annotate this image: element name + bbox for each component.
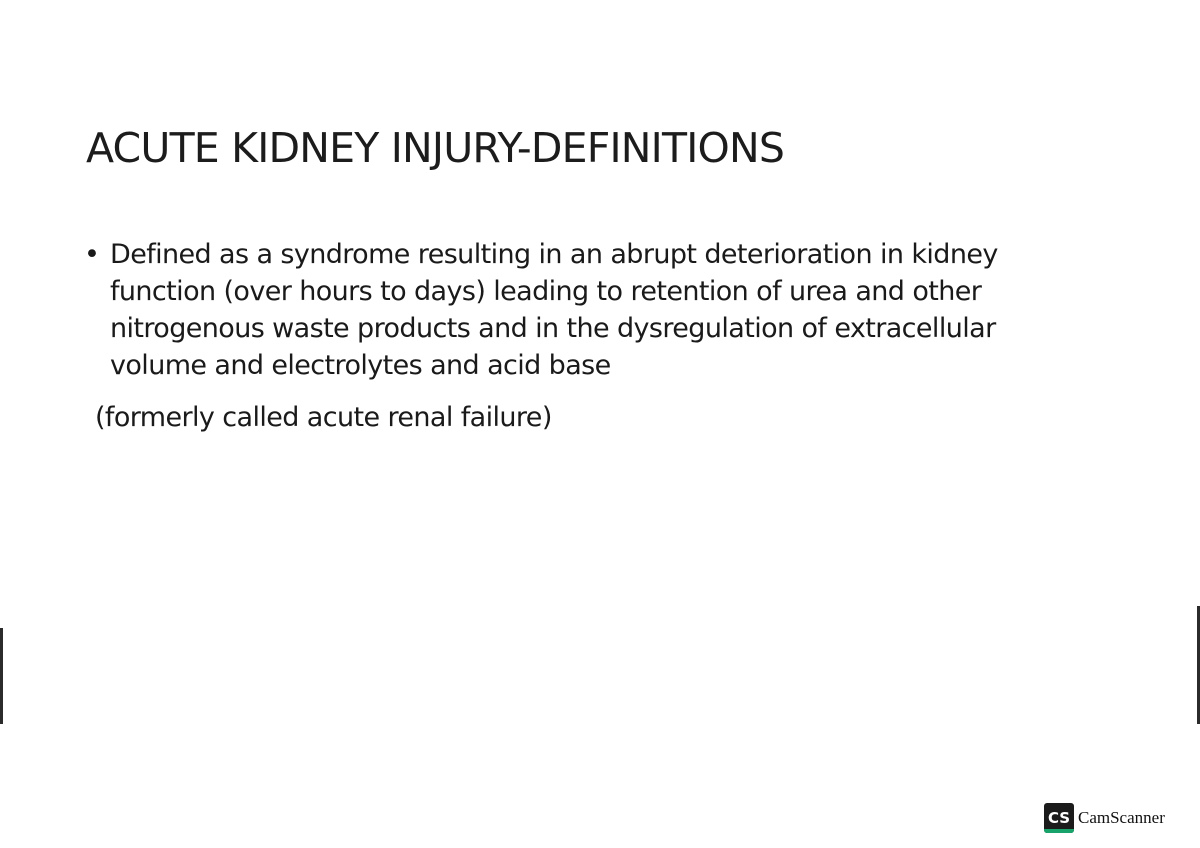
bullet-text	[110, 236, 1114, 384]
definition-bullet	[84, 236, 1114, 384]
bullet-line: Defined as a syndrome resulting in an abrupt deterioration in kidney	[110, 239, 998, 270]
bullet-icon: •	[84, 239, 100, 270]
camscanner-logo-icon: CS	[1044, 803, 1074, 833]
slide-title: ACUTE KIDNEY INJURY-DEFINITIONS	[86, 124, 785, 172]
bullet-line: function (over hours to days) leading to retention of urea and other	[110, 276, 982, 307]
scan-edge-left	[0, 628, 3, 724]
former-name-note: (formerly called acute renal failure)	[95, 402, 552, 433]
bullet-line: volume and electrolytes and acid base	[110, 350, 611, 381]
camscanner-watermark	[1044, 803, 1165, 833]
camscanner-name: CamScanner	[1078, 808, 1165, 827]
bullet-line: nitrogenous waste products and in the dysregulation of extracellular	[110, 313, 996, 344]
